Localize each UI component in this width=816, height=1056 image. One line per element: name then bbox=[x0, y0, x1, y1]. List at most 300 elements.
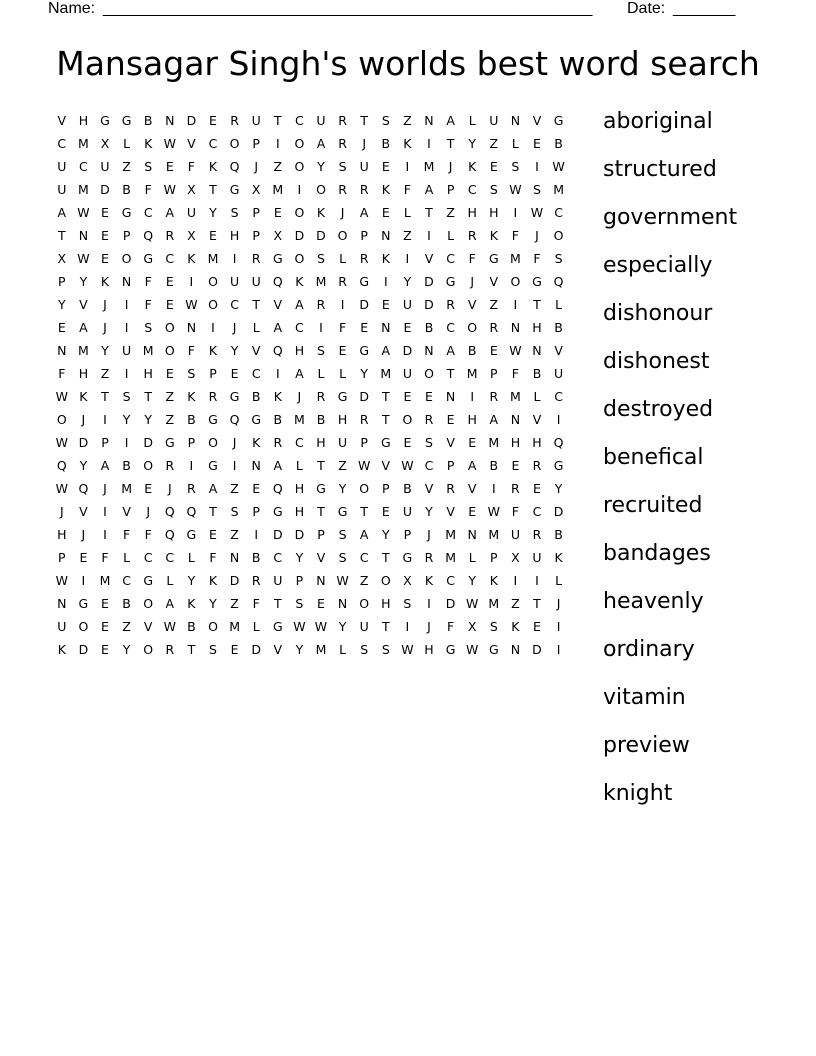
grid-letter[interactable]: W bbox=[55, 389, 68, 404]
grid-letter[interactable]: G bbox=[164, 435, 175, 450]
grid-letter[interactable]: J bbox=[448, 159, 453, 174]
grid-letter[interactable]: E bbox=[489, 343, 498, 358]
grid-letter[interactable]: I bbox=[405, 159, 410, 174]
grid-letter[interactable]: I bbox=[81, 573, 86, 588]
grid-letter[interactable]: Z bbox=[230, 527, 239, 542]
grid-letter[interactable]: X bbox=[403, 573, 412, 588]
grid-letter[interactable]: N bbox=[424, 113, 434, 128]
grid-letter[interactable]: U bbox=[186, 205, 196, 220]
grid-letter[interactable]: H bbox=[78, 366, 89, 381]
grid-letter[interactable]: R bbox=[338, 182, 347, 197]
grid-letter[interactable]: B bbox=[187, 412, 196, 427]
grid-letter[interactable]: O bbox=[359, 596, 370, 611]
grid-letter[interactable]: E bbox=[425, 389, 433, 404]
grid-letter[interactable]: Z bbox=[403, 113, 412, 128]
grid-letter[interactable]: G bbox=[337, 504, 348, 519]
grid-letter[interactable]: N bbox=[251, 458, 261, 473]
grid-letter[interactable]: U bbox=[510, 527, 520, 542]
grid-letter[interactable]: Q bbox=[229, 159, 240, 174]
grid-letter[interactable]: N bbox=[165, 113, 175, 128]
grid-letter[interactable]: P bbox=[209, 366, 217, 381]
grid-letter[interactable]: M bbox=[77, 343, 89, 358]
grid-letter[interactable]: H bbox=[294, 343, 305, 358]
grid-letter[interactable]: R bbox=[446, 481, 455, 496]
grid-letter[interactable]: X bbox=[57, 251, 67, 266]
grid-letter[interactable]: S bbox=[144, 320, 153, 335]
grid-letter[interactable]: Y bbox=[295, 550, 304, 565]
grid-letter[interactable]: B bbox=[143, 113, 153, 128]
grid-letter[interactable]: F bbox=[58, 366, 66, 381]
grid-letter[interactable]: O bbox=[467, 320, 478, 335]
grid-letter[interactable]: S bbox=[425, 435, 433, 450]
grid-letter[interactable]: T bbox=[446, 366, 455, 381]
grid-letter[interactable]: L bbox=[123, 550, 131, 565]
grid-letter[interactable]: E bbox=[230, 642, 239, 657]
grid-letter[interactable]: L bbox=[468, 113, 476, 128]
grid-letter[interactable]: G bbox=[272, 251, 283, 266]
grid-letter[interactable]: E bbox=[165, 366, 174, 381]
grid-letter[interactable]: M bbox=[509, 251, 521, 266]
grid-letter[interactable]: L bbox=[123, 136, 131, 151]
grid-letter[interactable]: V bbox=[446, 504, 455, 519]
grid-letter[interactable]: A bbox=[165, 596, 175, 611]
grid-letter[interactable]: H bbox=[467, 412, 477, 427]
grid-letter[interactable]: G bbox=[359, 274, 370, 289]
grid-letter[interactable]: O bbox=[164, 320, 175, 335]
grid-letter[interactable]: C bbox=[230, 297, 239, 312]
grid-letter[interactable]: Y bbox=[338, 619, 347, 634]
grid-letter[interactable]: E bbox=[165, 274, 174, 289]
grid-letter[interactable]: E bbox=[511, 458, 520, 473]
grid-letter[interactable]: H bbox=[57, 527, 67, 542]
grid-letter[interactable]: R bbox=[467, 228, 477, 243]
grid-letter[interactable]: L bbox=[511, 136, 519, 151]
grid-letter[interactable]: Z bbox=[273, 159, 283, 174]
grid-letter[interactable]: M bbox=[207, 251, 219, 266]
grid-letter[interactable]: Z bbox=[230, 481, 239, 496]
grid-letter[interactable]: O bbox=[208, 274, 218, 289]
grid-letter[interactable]: W bbox=[55, 573, 68, 588]
grid-letter[interactable]: E bbox=[57, 320, 66, 335]
grid-letter[interactable]: J bbox=[103, 320, 107, 335]
grid-letter[interactable]: T bbox=[381, 389, 390, 404]
grid-letter[interactable]: B bbox=[424, 320, 434, 335]
grid-letter[interactable]: X bbox=[467, 619, 477, 634]
grid-letter[interactable]: J bbox=[535, 228, 539, 243]
grid-letter[interactable]: N bbox=[316, 573, 326, 588]
grid-letter[interactable]: K bbox=[381, 182, 390, 197]
grid-letter[interactable]: T bbox=[317, 458, 325, 473]
grid-letter[interactable]: L bbox=[339, 642, 347, 657]
grid-letter[interactable]: V bbox=[554, 343, 563, 358]
grid-letter[interactable]: G bbox=[100, 113, 110, 128]
grid-letter[interactable]: F bbox=[187, 159, 195, 174]
grid-letter[interactable]: T bbox=[533, 596, 541, 611]
grid-letter[interactable]: F bbox=[511, 228, 519, 243]
grid-letter[interactable]: R bbox=[208, 389, 218, 404]
grid-letter[interactable]: G bbox=[553, 113, 564, 128]
grid-letter[interactable]: N bbox=[467, 527, 477, 542]
grid-letter[interactable]: K bbox=[187, 251, 196, 266]
grid-letter[interactable]: D bbox=[100, 182, 110, 197]
grid-letter[interactable]: N bbox=[510, 412, 521, 427]
grid-letter[interactable]: R bbox=[338, 274, 347, 289]
grid-letter[interactable]: W bbox=[466, 642, 479, 657]
grid-letter[interactable]: M bbox=[445, 550, 456, 565]
grid-letter[interactable]: P bbox=[490, 550, 498, 565]
grid-letter[interactable]: L bbox=[447, 228, 455, 243]
grid-letter[interactable]: X bbox=[251, 182, 261, 197]
grid-letter[interactable]: Y bbox=[230, 343, 239, 358]
grid-letter[interactable]: D bbox=[251, 642, 261, 657]
grid-letter[interactable]: I bbox=[275, 366, 280, 381]
grid-letter[interactable]: Z bbox=[403, 228, 412, 243]
grid-letter[interactable]: D bbox=[78, 642, 89, 657]
grid-letter[interactable]: O bbox=[380, 573, 391, 588]
grid-letter[interactable]: K bbox=[208, 159, 218, 174]
grid-letter[interactable]: R bbox=[446, 297, 455, 312]
grid-letter[interactable]: R bbox=[165, 458, 175, 473]
grid-letter[interactable]: R bbox=[532, 458, 542, 473]
grid-letter[interactable]: R bbox=[251, 573, 261, 588]
grid-letter[interactable]: N bbox=[381, 228, 391, 243]
grid-letter[interactable]: F bbox=[468, 251, 476, 266]
grid-letter[interactable]: X bbox=[100, 136, 110, 151]
grid-letter[interactable]: S bbox=[230, 205, 239, 220]
grid-letter[interactable]: P bbox=[58, 550, 66, 565]
grid-letter[interactable]: E bbox=[338, 343, 347, 358]
grid-letter[interactable]: R bbox=[424, 412, 434, 427]
grid-letter[interactable]: N bbox=[381, 320, 391, 335]
grid-letter[interactable]: F bbox=[144, 297, 152, 312]
grid-letter[interactable]: E bbox=[273, 205, 282, 220]
grid-letter[interactable]: V bbox=[381, 458, 391, 473]
grid-letter[interactable]: I bbox=[513, 573, 518, 588]
grid-letter[interactable]: R bbox=[489, 389, 499, 404]
grid-letter[interactable]: G bbox=[229, 182, 240, 197]
grid-letter[interactable]: Q bbox=[78, 481, 89, 496]
grid-letter[interactable]: I bbox=[556, 642, 561, 657]
grid-letter[interactable]: Y bbox=[144, 412, 152, 427]
grid-letter[interactable]: K bbox=[57, 642, 66, 657]
grid-letter[interactable]: O bbox=[316, 182, 326, 197]
grid-letter[interactable]: Q bbox=[229, 412, 240, 427]
grid-letter[interactable]: M bbox=[142, 343, 154, 358]
grid-letter[interactable]: K bbox=[489, 228, 498, 243]
grid-letter[interactable]: J bbox=[297, 389, 302, 404]
grid-letter[interactable]: S bbox=[295, 596, 304, 611]
grid-letter[interactable]: P bbox=[122, 228, 131, 243]
grid-letter[interactable]: J bbox=[232, 320, 237, 335]
grid-letter[interactable]: D bbox=[424, 274, 434, 289]
grid-letter[interactable]: I bbox=[103, 412, 107, 427]
grid-letter[interactable]: T bbox=[144, 389, 152, 404]
grid-letter[interactable]: O bbox=[424, 366, 434, 381]
grid-letter[interactable]: B bbox=[251, 389, 261, 404]
grid-letter[interactable]: I bbox=[491, 481, 496, 496]
grid-letter[interactable]: M bbox=[488, 596, 500, 611]
grid-letter[interactable]: I bbox=[340, 297, 345, 312]
grid-letter[interactable]: E bbox=[360, 320, 369, 335]
grid-letter[interactable]: C bbox=[251, 366, 261, 381]
grid-letter[interactable]: I bbox=[211, 320, 215, 335]
grid-letter[interactable]: T bbox=[360, 504, 368, 519]
grid-letter[interactable]: I bbox=[405, 251, 410, 266]
grid-letter[interactable]: N bbox=[229, 550, 240, 565]
grid-letter[interactable]: J bbox=[167, 481, 172, 496]
grid-letter[interactable]: F bbox=[122, 527, 131, 542]
grid-letter[interactable]: S bbox=[489, 182, 498, 197]
grid-letter[interactable]: M bbox=[77, 182, 89, 197]
grid-letter[interactable]: I bbox=[427, 136, 431, 151]
grid-letter[interactable]: C bbox=[295, 435, 304, 450]
grid-letter[interactable]: E bbox=[403, 389, 412, 404]
grid-letter[interactable]: S bbox=[122, 389, 131, 404]
grid-letter[interactable]: N bbox=[510, 642, 521, 657]
grid-letter[interactable]: Z bbox=[230, 596, 239, 611]
grid-letter[interactable]: N bbox=[532, 343, 542, 358]
grid-letter[interactable]: A bbox=[273, 458, 283, 473]
grid-letter[interactable]: L bbox=[468, 550, 476, 565]
grid-letter[interactable]: A bbox=[316, 136, 326, 151]
grid-letter[interactable]: F bbox=[187, 343, 195, 358]
grid-letter[interactable]: S bbox=[338, 527, 347, 542]
grid-letter[interactable]: N bbox=[78, 228, 89, 243]
grid-letter[interactable]: O bbox=[143, 596, 154, 611]
grid-letter[interactable]: S bbox=[489, 619, 498, 634]
grid-letter[interactable]: I bbox=[405, 619, 410, 634]
name-field-line[interactable]: _______________________________________________________ bbox=[103, 0, 593, 17]
grid-letter[interactable]: C bbox=[446, 573, 455, 588]
grid-letter[interactable]: M bbox=[509, 389, 521, 404]
grid-letter[interactable]: R bbox=[187, 481, 196, 496]
grid-letter[interactable]: C bbox=[295, 320, 304, 335]
grid-letter[interactable]: E bbox=[165, 159, 174, 174]
grid-letter[interactable]: E bbox=[144, 481, 153, 496]
grid-letter[interactable]: Q bbox=[553, 274, 564, 289]
grid-letter[interactable]: E bbox=[209, 527, 217, 542]
grid-letter[interactable]: F bbox=[533, 251, 541, 266]
grid-letter[interactable]: J bbox=[103, 481, 107, 496]
grid-letter[interactable]: O bbox=[337, 228, 348, 243]
grid-letter[interactable]: Y bbox=[554, 481, 563, 496]
grid-letter[interactable]: M bbox=[488, 527, 500, 542]
grid-letter[interactable]: K bbox=[403, 136, 412, 151]
grid-letter[interactable]: K bbox=[187, 389, 196, 404]
grid-letter[interactable]: U bbox=[554, 366, 564, 381]
grid-letter[interactable]: P bbox=[360, 228, 368, 243]
grid-letter[interactable]: R bbox=[230, 113, 239, 128]
grid-letter[interactable]: I bbox=[556, 619, 561, 634]
grid-letter[interactable]: H bbox=[294, 504, 305, 519]
grid-letter[interactable]: K bbox=[381, 251, 390, 266]
grid-letter[interactable]: U bbox=[57, 619, 67, 634]
grid-letter[interactable]: E bbox=[533, 619, 541, 634]
grid-letter[interactable]: M bbox=[553, 182, 564, 197]
grid-letter[interactable]: U bbox=[316, 113, 326, 128]
grid-letter[interactable]: M bbox=[77, 136, 89, 151]
grid-letter[interactable]: E bbox=[468, 504, 477, 519]
grid-letter[interactable]: P bbox=[490, 366, 498, 381]
grid-letter[interactable]: R bbox=[165, 642, 175, 657]
grid-letter[interactable]: G bbox=[445, 642, 456, 657]
grid-letter[interactable]: U bbox=[273, 573, 283, 588]
grid-letter[interactable]: I bbox=[275, 136, 280, 151]
grid-letter[interactable]: J bbox=[362, 136, 367, 151]
grid-letter[interactable]: I bbox=[254, 527, 259, 542]
grid-letter[interactable]: R bbox=[424, 550, 434, 565]
grid-letter[interactable]: V bbox=[122, 504, 131, 519]
grid-letter[interactable]: Y bbox=[360, 366, 368, 381]
grid-letter[interactable]: D bbox=[359, 297, 369, 312]
grid-letter[interactable]: X bbox=[187, 182, 196, 197]
grid-letter[interactable]: V bbox=[143, 619, 153, 634]
grid-letter[interactable]: M bbox=[315, 274, 327, 289]
date-field-line[interactable]: _______ bbox=[673, 0, 736, 17]
grid-letter[interactable]: Z bbox=[446, 205, 455, 220]
grid-letter[interactable]: Y bbox=[122, 642, 131, 657]
grid-letter[interactable]: B bbox=[273, 412, 283, 427]
grid-letter[interactable]: Z bbox=[165, 412, 175, 427]
grid-letter[interactable]: C bbox=[424, 458, 434, 473]
grid-letter[interactable]: O bbox=[294, 251, 305, 266]
grid-letter[interactable]: I bbox=[103, 527, 107, 542]
grid-letter[interactable]: U bbox=[251, 113, 261, 128]
grid-letter[interactable]: Z bbox=[165, 389, 175, 404]
grid-letter[interactable]: K bbox=[424, 573, 434, 588]
grid-letter[interactable]: H bbox=[229, 228, 240, 243]
grid-letter[interactable]: R bbox=[489, 320, 499, 335]
grid-letter[interactable]: I bbox=[232, 458, 237, 473]
grid-letter[interactable]: C bbox=[122, 573, 131, 588]
grid-letter[interactable]: U bbox=[532, 550, 542, 565]
grid-letter[interactable]: A bbox=[100, 458, 110, 473]
grid-letter[interactable]: T bbox=[273, 113, 282, 128]
grid-letter[interactable]: L bbox=[555, 573, 563, 588]
grid-letter[interactable]: Z bbox=[489, 136, 499, 151]
grid-letter[interactable]: F bbox=[446, 619, 455, 634]
grid-letter[interactable]: F bbox=[511, 504, 519, 519]
grid-letter[interactable]: J bbox=[81, 412, 86, 427]
grid-letter[interactable]: M bbox=[488, 435, 500, 450]
grid-letter[interactable]: V bbox=[273, 297, 283, 312]
grid-letter[interactable]: G bbox=[121, 113, 132, 128]
grid-letter[interactable]: V bbox=[273, 642, 283, 657]
grid-letter[interactable]: C bbox=[165, 251, 175, 266]
grid-letter[interactable]: Y bbox=[209, 596, 217, 611]
grid-letter[interactable]: O bbox=[164, 343, 175, 358]
grid-letter[interactable]: I bbox=[535, 159, 539, 174]
grid-letter[interactable]: G bbox=[553, 458, 564, 473]
grid-letter[interactable]: Y bbox=[295, 642, 304, 657]
grid-letter[interactable]: G bbox=[143, 251, 154, 266]
grid-letter[interactable]: E bbox=[101, 596, 109, 611]
grid-letter[interactable]: T bbox=[360, 113, 368, 128]
grid-letter[interactable]: S bbox=[403, 596, 412, 611]
grid-letter[interactable]: E bbox=[446, 412, 455, 427]
grid-letter[interactable]: W bbox=[552, 159, 565, 174]
grid-letter[interactable]: W bbox=[293, 619, 306, 634]
grid-letter[interactable]: P bbox=[446, 182, 455, 197]
grid-letter[interactable]: V bbox=[316, 550, 326, 565]
grid-letter[interactable]: L bbox=[317, 366, 325, 381]
grid-letter[interactable]: S bbox=[230, 504, 239, 519]
grid-letter[interactable]: E bbox=[403, 435, 412, 450]
grid-letter[interactable]: B bbox=[532, 366, 542, 381]
grid-letter[interactable]: Y bbox=[122, 412, 131, 427]
grid-letter[interactable]: W bbox=[163, 136, 176, 151]
grid-letter[interactable]: A bbox=[381, 343, 391, 358]
grid-letter[interactable]: W bbox=[509, 343, 522, 358]
grid-letter[interactable]: Q bbox=[553, 435, 564, 450]
grid-letter[interactable]: D bbox=[229, 573, 240, 588]
grid-letter[interactable]: Z bbox=[359, 573, 369, 588]
grid-letter[interactable]: P bbox=[252, 205, 260, 220]
grid-letter[interactable]: R bbox=[338, 136, 347, 151]
grid-letter[interactable]: O bbox=[56, 412, 67, 427]
grid-letter[interactable]: E bbox=[533, 136, 541, 151]
grid-letter[interactable]: I bbox=[556, 412, 561, 427]
grid-letter[interactable]: Q bbox=[164, 504, 175, 519]
grid-letter[interactable]: G bbox=[488, 642, 499, 657]
grid-letter[interactable]: L bbox=[403, 205, 411, 220]
grid-letter[interactable]: N bbox=[510, 113, 521, 128]
grid-letter[interactable]: K bbox=[468, 159, 477, 174]
grid-letter[interactable]: R bbox=[511, 481, 520, 496]
grid-letter[interactable]: V bbox=[79, 297, 88, 312]
grid-letter[interactable]: W bbox=[314, 619, 328, 634]
grid-letter[interactable]: I bbox=[319, 320, 323, 335]
grid-letter[interactable]: D bbox=[143, 435, 153, 450]
grid-letter[interactable]: A bbox=[489, 412, 499, 427]
grid-letter[interactable]: C bbox=[143, 205, 153, 220]
grid-letter[interactable]: W bbox=[336, 573, 349, 588]
grid-letter[interactable]: Y bbox=[317, 159, 325, 174]
grid-letter[interactable]: C bbox=[554, 389, 563, 404]
grid-letter[interactable]: R bbox=[532, 527, 542, 542]
grid-letter[interactable]: A bbox=[295, 297, 304, 312]
grid-letter[interactable]: M bbox=[466, 366, 478, 381]
grid-letter[interactable]: S bbox=[144, 159, 153, 174]
grid-letter[interactable]: N bbox=[510, 320, 521, 335]
grid-letter[interactable]: T bbox=[533, 297, 541, 312]
grid-letter[interactable]: E bbox=[381, 297, 390, 312]
grid-letter[interactable]: E bbox=[381, 159, 390, 174]
grid-letter[interactable]: B bbox=[381, 136, 391, 151]
grid-letter[interactable]: E bbox=[489, 159, 498, 174]
grid-letter[interactable]: J bbox=[232, 435, 237, 450]
grid-letter[interactable]: N bbox=[337, 596, 348, 611]
grid-letter[interactable]: A bbox=[359, 205, 369, 220]
grid-letter[interactable]: P bbox=[295, 573, 304, 588]
grid-letter[interactable]: C bbox=[57, 136, 67, 151]
grid-letter[interactable]: S bbox=[338, 159, 347, 174]
grid-letter[interactable]: T bbox=[209, 504, 217, 519]
grid-letter[interactable]: F bbox=[144, 527, 152, 542]
grid-letter[interactable]: U bbox=[251, 274, 261, 289]
grid-letter[interactable]: H bbox=[510, 435, 521, 450]
grid-letter[interactable]: G bbox=[208, 412, 218, 427]
grid-letter[interactable]: L bbox=[187, 550, 195, 565]
grid-letter[interactable]: A bbox=[273, 320, 283, 335]
grid-letter[interactable]: J bbox=[427, 619, 431, 634]
grid-letter[interactable]: W bbox=[401, 642, 414, 657]
grid-letter[interactable]: C bbox=[467, 182, 477, 197]
grid-letter[interactable]: H bbox=[143, 366, 153, 381]
grid-letter[interactable]: D bbox=[294, 228, 305, 243]
grid-letter[interactable]: T bbox=[209, 182, 217, 197]
grid-letter[interactable]: M bbox=[99, 573, 111, 588]
